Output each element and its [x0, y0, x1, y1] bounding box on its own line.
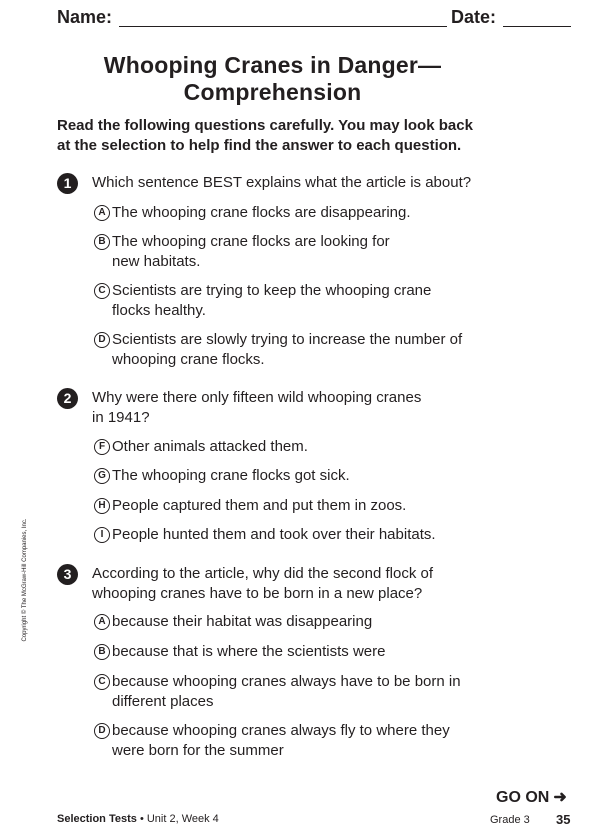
question-3-text — [92, 564, 433, 604]
question-3-option-d[interactable] — [94, 721, 450, 761]
option-line: People captured them and put them in zoos. — [112, 497, 407, 514]
answer-bubble-i[interactable]: I — [94, 527, 110, 543]
header — [57, 7, 571, 31]
answer-bubble-b[interactable]: B — [94, 644, 110, 660]
option-text — [112, 281, 431, 321]
question-1-option-a[interactable] — [94, 203, 411, 223]
option-text — [112, 672, 461, 712]
question-1-line-1: Which sentence BEST explains what the article is about? — [92, 174, 472, 191]
instructions-line-2: at the selection to help find the answer to each question. — [57, 137, 462, 154]
option-line: The whooping crane flocks are disappearing. — [112, 204, 411, 221]
copyright-text: Copyright © The McGraw-Hill Companies, Inc. — [22, 518, 28, 642]
question-1-option-c[interactable] — [94, 281, 431, 321]
go-on-indicator — [496, 787, 567, 807]
arrow-right-icon: ➜ — [553, 789, 567, 806]
title-line-2: Comprehension — [183, 79, 362, 105]
option-line: The whooping crane flocks got sick. — [112, 467, 350, 484]
option-line: Scientists are trying to keep the whooping crane — [112, 282, 432, 299]
go-on-label: GO ON — [496, 789, 550, 806]
question-number-1: 1 — [57, 173, 78, 194]
question-3-option-c[interactable] — [94, 672, 461, 712]
name-label: Name: — [57, 7, 113, 27]
page-number: 35 — [556, 812, 571, 827]
name-line[interactable] — [119, 26, 447, 27]
option-line: People hunted them and took over their habitats. — [112, 526, 436, 543]
option-line: whooping crane flocks. — [112, 351, 265, 368]
unit-week: • Unit 2, Week 4 — [139, 813, 219, 825]
option-line: flocks healthy. — [112, 302, 206, 319]
grade-label: Grade 3 — [490, 814, 530, 826]
question-3-option-a[interactable] — [94, 612, 372, 632]
answer-bubble-a[interactable]: A — [94, 205, 110, 221]
option-line: because that is where the scientists were — [112, 643, 386, 660]
option-line: Scientists are slowly trying to increase the number of — [112, 331, 463, 348]
answer-bubble-c[interactable]: C — [94, 283, 110, 299]
question-2-text — [92, 388, 421, 428]
question-number-3: 3 — [57, 564, 78, 585]
option-text — [112, 525, 436, 545]
option-text — [112, 437, 308, 457]
question-2-line-2: in 1941? — [92, 409, 150, 426]
question-1-option-b[interactable] — [94, 232, 390, 272]
instructions — [57, 116, 517, 156]
answer-bubble-g[interactable]: G — [94, 468, 110, 484]
answer-bubble-c[interactable]: C — [94, 674, 110, 690]
option-line: were born for the summer — [112, 742, 284, 759]
question-1-option-d[interactable] — [94, 330, 462, 370]
option-text — [112, 496, 406, 516]
question-1-text — [92, 173, 471, 193]
question-2-option-g[interactable] — [94, 466, 350, 486]
title-line-1: Whooping Cranes in Danger— — [103, 52, 442, 78]
footer-series — [57, 813, 219, 825]
instructions-line-1: Read the following questions carefully. You may look back — [57, 117, 473, 134]
question-2-option-h[interactable] — [94, 496, 406, 516]
option-text — [112, 466, 350, 486]
option-text — [112, 721, 450, 761]
option-line: different places — [112, 693, 214, 710]
option-text — [112, 232, 390, 272]
answer-bubble-f[interactable]: F — [94, 439, 110, 455]
option-text — [112, 612, 372, 632]
question-2-option-f[interactable] — [94, 437, 308, 457]
option-text — [112, 330, 462, 370]
option-line: new habitats. — [112, 253, 201, 270]
option-line: because whooping cranes always have to be born in — [112, 673, 461, 690]
option-line: because whooping cranes always fly to where they — [112, 722, 450, 739]
question-number-2: 2 — [57, 388, 78, 409]
question-3-line-1: According to the article, why did the second flock of — [92, 565, 434, 582]
date-label: Date: — [451, 7, 497, 27]
option-line: The whooping crane flocks are looking for — [112, 233, 390, 250]
option-text — [112, 203, 411, 223]
answer-bubble-a[interactable]: A — [94, 614, 110, 630]
answer-bubble-d[interactable]: D — [94, 332, 110, 348]
question-3-option-b[interactable] — [94, 642, 385, 662]
answer-bubble-d[interactable]: D — [94, 723, 110, 739]
question-3-line-2: whooping cranes have to be born in a new place? — [92, 585, 423, 602]
series-name: Selection Tests — [57, 813, 137, 825]
answer-bubble-b[interactable]: B — [94, 234, 110, 250]
option-text — [112, 642, 385, 662]
question-2-line-1: Why were there only fifteen wild whooping cranes — [92, 389, 422, 406]
page-title — [0, 52, 545, 106]
date-line[interactable] — [503, 26, 571, 27]
option-line: because their habitat was disappearing — [112, 613, 373, 630]
answer-bubble-h[interactable]: H — [94, 498, 110, 514]
option-line: Other animals attacked them. — [112, 438, 308, 455]
question-2-option-i[interactable] — [94, 525, 436, 545]
